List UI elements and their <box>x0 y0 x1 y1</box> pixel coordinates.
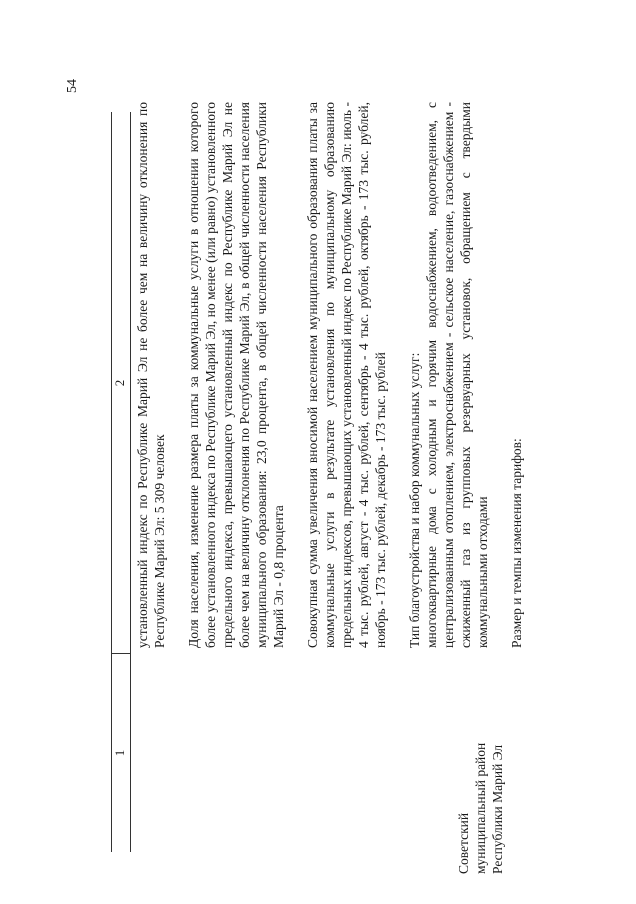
indicator-utilities-title: Тип благоустройства и набор коммунальных услуг: <box>407 352 422 648</box>
indicator-utilities-body: многоквартирные дома с холодным и горячим водоснабжением, водоотведением, с централизованным отоплением, электроснабжением - сельское население, газоснабжением - сжиженный газ из групповых резервуарных установок, обращением с твердыми коммунальными отходами <box>424 102 490 648</box>
municipality-name-cell <box>455 654 506 874</box>
indicator-tariffs-title: Размер и темпы изменения тарифов: <box>509 438 524 648</box>
indicators-cell <box>134 102 542 648</box>
table-header-col1: 1 <box>112 749 127 757</box>
municipality-line: муниципальный район <box>473 742 488 874</box>
indicator-paragraph-population-count: установленный индекс по Республике Марий Эл не более чем на величину отклонения по Республике Марий Эл: 5 309 человек <box>135 102 167 648</box>
municipality-line: Республики Марий Эл <box>490 744 505 874</box>
table-header-bottom-border <box>130 112 131 852</box>
indicator-paragraph-payment-increase: Совокупная сумма увеличения вносимой населением муниципального образования платы за коммунальные услуги в результате установления по муниципальному образованию предельных индексов, превышающих установленный индекс по Республике Марий Эл: июль - 4 тыс. рублей, август - 4 тыс. рублей, сентябрь - 4 тыс. рублей, октябрь - 173 тыс. рублей, ноябрь - 173 тыс. рублей, декабрь - 173 тыс. рублей <box>305 102 388 648</box>
page-number: 54 <box>65 79 80 93</box>
municipality-line: Советский <box>456 812 471 874</box>
table-header-col2: 2 <box>112 379 127 387</box>
indicator-paragraph-population-share: Доля населения, изменение размера платы за коммунальные услуги в отношении которого более установленного индекса по Республике Марий Эл, но менее (или равно) установленного предельного индекса, превышающего установленный индекс по Республике Марий Эл не более чем на величину отклонения по Республике Марий Эл, в общей численности населения муниципального образования: 23,0 процента, в общей численности населения Республики Марий Эл - 0,8 процента <box>186 102 286 648</box>
